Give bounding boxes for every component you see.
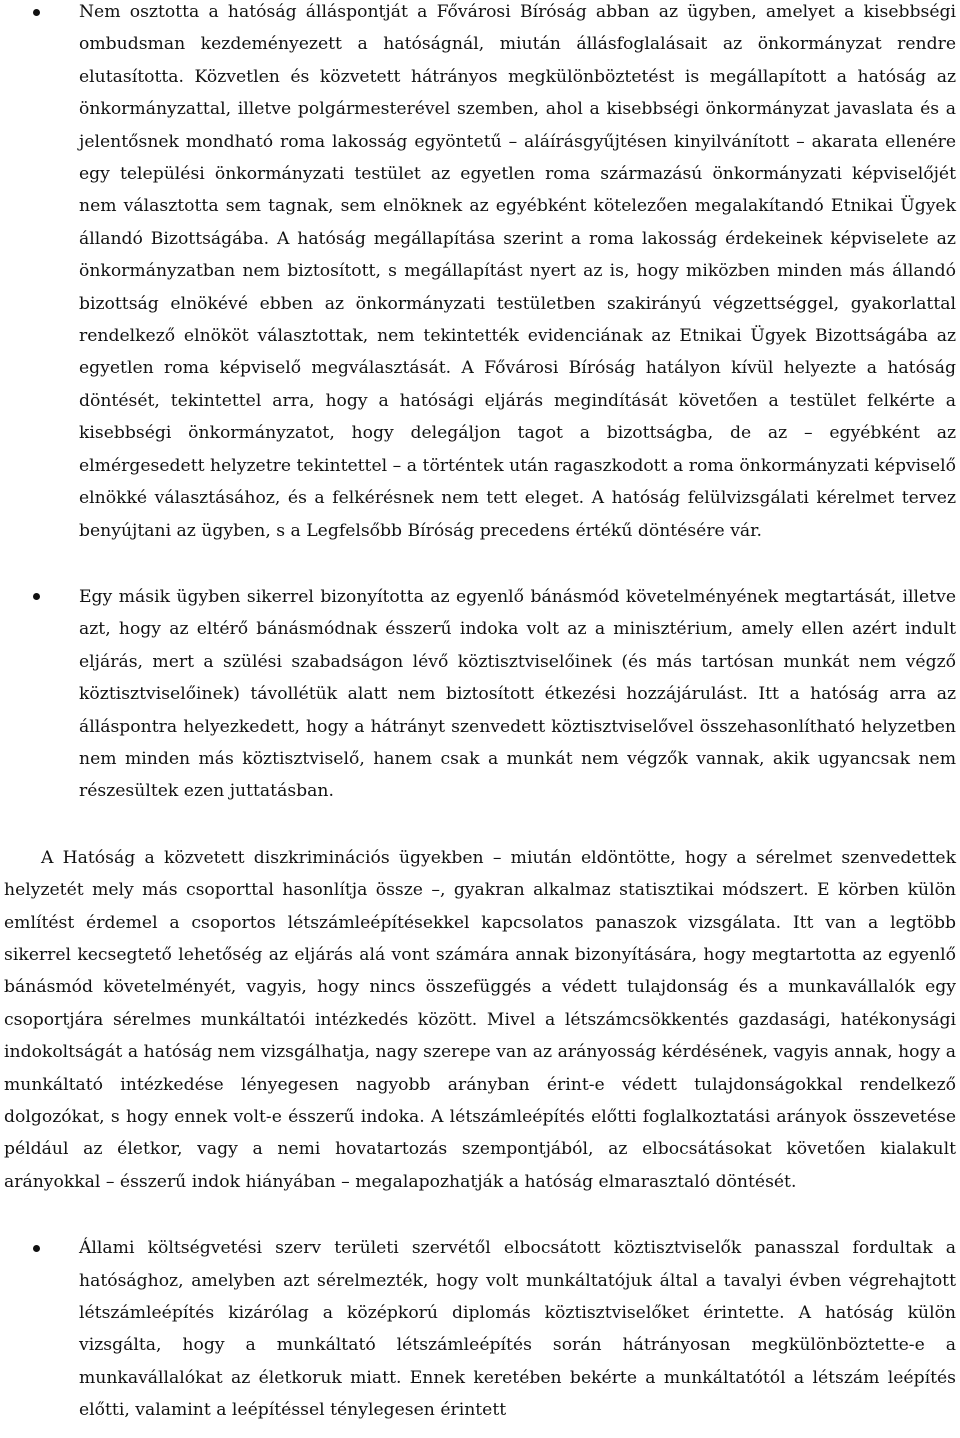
bullet-item-ministry-case bbox=[0, 581, 956, 808]
body-paragraph: A Hatóság a közvetett diszkriminációs ügyekben – miután eldöntötte, hogy a sérelmet szenvedettek helyzetét mely más csoporttal hasonlítja össze –, gyakran alkalmaz statisztikai módszert. E körben külön említést érdemel a csoportos létszámleépítésekkel kapcsolatos panaszok vizsgálata. Itt van a legtöbb sikerrel kecsegtető lehetőség az eljárás alá vont számára annak bizonyítására, hogy megtartotta az egyenlő bánásmód követelményét, vagyis, hogy nincs összefüggés a védett tulajdonság és a munkavállalók egy csoportjára sérelmes munkáltatói intézkedés között. Mivel a létszámcsökkentés gazdasági, hatékonysági indokoltságát a hatóság nem vizsgálhatja, nagy szerepe van az arányosság kérdésének, vagyis annak, hogy a munkáltató intézkedése lényegesen nagyobb arányban érint-e védett tulajdonságokkal rendelkező dolgozókat, s hogy ennek volt-e ésszerű indoka. A létszámleépítés előtti foglalkoztatási arányok összevetése például az életkor, vagy a nemi hovatartozás szempontjából, az elbocsátásokat követően kialakult arányokkal – ésszerű indok hiányában – megalapozhatják a hatóság elmarasztaló döntését. bbox=[4, 847, 956, 1192]
bullet-icon bbox=[33, 9, 40, 16]
bullet-text: Nem osztotta a hatóság álláspontját a Fővárosi Bíróság abban az ügyben, amelyet a kisebbségi ombudsman kezdeményezett a hatóságnál, miután állásfoglalásait az önkormányzat rendre elutasította. Közvetlen és közvetett hátrányos megkülönböztetést is megállapított a hatóság az önkormányzattal, illetve polgármesterével szemben, ahol a kisebbségi önkormányzat javaslata és a jelentősnek mondható roma lakosság egyöntetű – aláírásgyűjtésen kinyilvánított – akarata ellenére egy települési önkormányzati testület az egyetlen roma származású önkormányzati képviselőjét nem választotta sem tagnak, sem elnöknek az egyébként kötelezően megalakítandó Etnikai Ügyek állandó Bizottságába. A hatóság megállapítása szerint a roma lakosság érdekeinek képviselete az önkormányzatban nem biztosított, s megállapítást nyert az is, hogy miközben minden más állandó bizottság elnökévé ebben az önkormányzati testületben szakirányú végzettséggel, gyakorlattal rendelkező elnököt választottak, nem tekintették evidenciának az Etnikai Ügyek Bizottságába az egyetlen roma képviselő megválasztását. A Fővárosi Bíróság hatályon kívül helyezte a hatóság döntését, tekintettel arra, hogy a hatósági eljárás megindítását követően a testület felkérte a kisebbségi önkormányzatot, hogy delegáljon tagot a bizottságba, de az – egyébként az elmérgesedett helyzetre tekintettel – a történtek után ragaszkodott a roma önkormányzati képviselő elnökké választásához, és a felkérésnek nem tett eleget. A hatóság felülvizsgálati kérelmet tervez benyújtani az ügyben, s a Legfelsőbb Bíróság precedens értékű döntésére vár. bbox=[79, 2, 956, 541]
bullet-item-layoff-case bbox=[0, 1232, 956, 1426]
bullet-icon bbox=[33, 1245, 40, 1252]
bullet-text: Egy másik ügyben sikerrel bizonyította az egyenlő bánásmód követelményének megtartását, illetve azt, hogy az eltérő bánásmódnak ésszerű indoka volt az a minisztérium, amely ellen azért indult eljárás, mert a szülési szabadságon lévő köztisztviselőinek (és más tartósan munkát nem végző köztisztviselőinek) távollétük alatt nem biztosított étkezési hozzájárulást. Itt a hatóság arra az álláspontra helyezkedett, hogy a hátrányt szenvedett köztisztviselővel összehasonlítható helyzetben nem minden más köztisztviselő, hanem csak a munkát nem végzők vannak, akik ugyancsak nem részesültek ezen juttatásban. bbox=[79, 586, 956, 802]
bullet-text: Állami költségvetési szerv területi szervétől elbocsátott köztisztviselők panasszal fordultak a hatósághoz, amelyben azt sérelmezték, hogy volt munkáltatójuk által a tavalyi évben végrehajtott létszámleépítés kizárólag a középkorú diplomás köztisztviselőket érintette. A hatóság külön vizsgálta, hogy a munkáltató létszámleépítés során hátrányosan megkülönböztette-e a munkavállalókat az életkoruk miatt. Ennek keretében bekérte a munkáltatótól a létszám leépítés előtti, valamint a leépítéssel ténylegesen érintett bbox=[79, 1238, 956, 1421]
bullet-item-court-case bbox=[0, 0, 956, 547]
bullet-icon bbox=[33, 593, 40, 600]
